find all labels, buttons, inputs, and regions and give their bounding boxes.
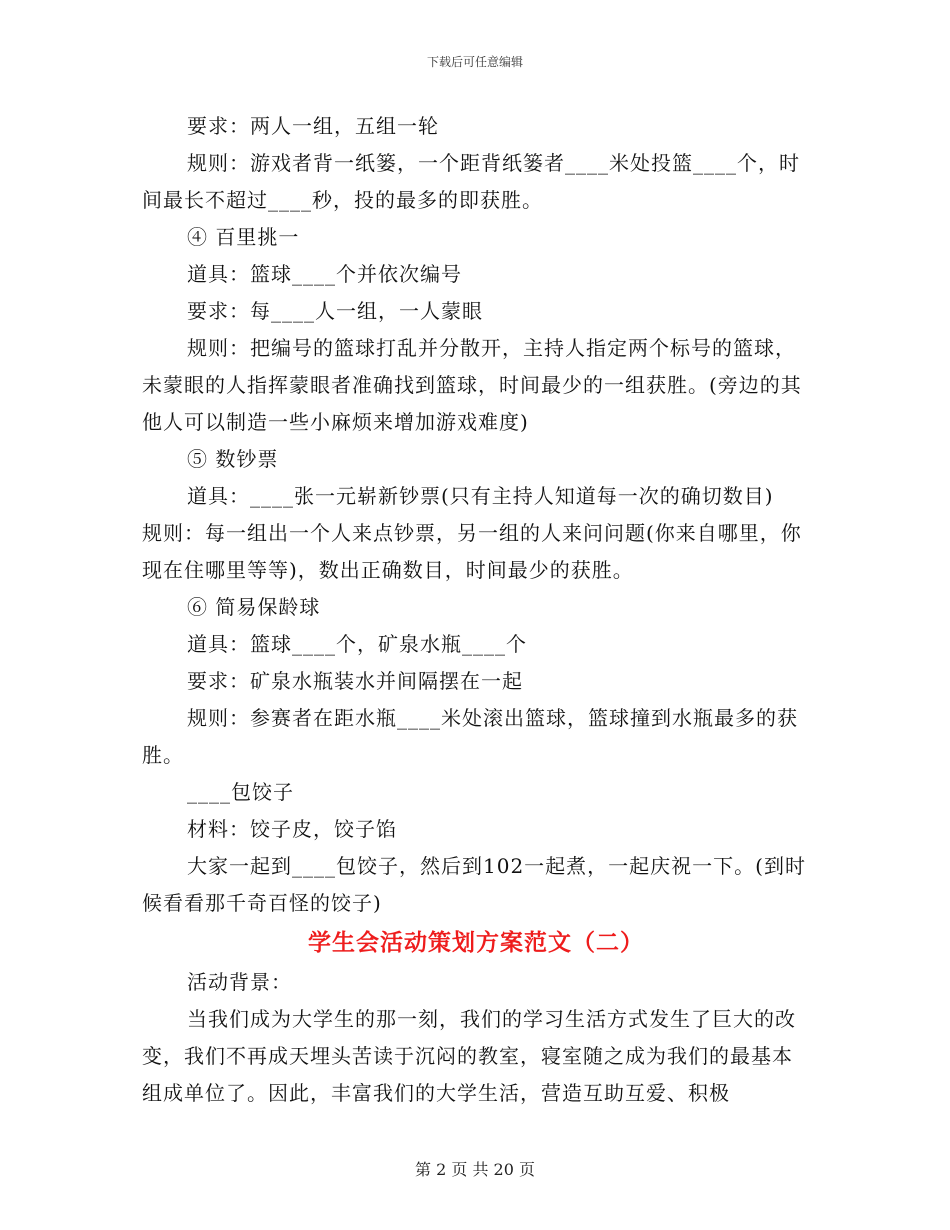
- paragraph-requirement-1: 要求：两人一组，五组一轮: [187, 114, 439, 138]
- paragraph-background-text: 当我们成为大学生的那一刻，我们的学习生活方式发生了巨大的改变，我们不再成天埋头苦读于沉闷的教室，寝室随之成为我们的最基本组成单位了。因此，丰富我们的大学生活，营造互助互爱、积极: [142, 1007, 796, 1105]
- section-title: 学生会活动策划方案范文（二）: [308, 929, 644, 956]
- paragraph-props-5: 道具：____张一元崭新钞票(只有主持人知道每一次的确切数目): [187, 484, 774, 508]
- paragraph-rule-5: 规则：每一组出一个人来点钞票，另一组的人来问问题(你来自哪里，你现在住哪里等等)，数出正确数目，时间最少的获胜。: [142, 521, 802, 582]
- heading-game-4: ④ 百里挑一: [187, 225, 300, 249]
- paragraph-rule-1: 规则：游戏者背一纸篓，一个距背纸篓者____米处投篮____个，时间最长不超过____秒，投的最多的即获胜。: [142, 151, 800, 212]
- document-body: [142, 108, 810, 1112]
- paragraph-requirement-4: 要求：每____人一组，一人蒙眼: [187, 299, 483, 323]
- heading-dumplings: ____包饺子: [187, 780, 294, 804]
- paragraph-rule-4: 规则：把编号的篮球打乱并分散开，主持人指定两个标号的篮球，未蒙眼的人指挥蒙眼者准确找到篮球，时间最少的一组获胜。(旁边的其他人可以制造一些小麻烦来增加游戏难度): [142, 336, 802, 434]
- paragraph-requirement-6: 要求：矿泉水瓶装水并间隔摆在一起: [187, 669, 523, 693]
- paragraph-materials: 材料：饺子皮，饺子馅: [187, 817, 397, 841]
- paragraph-props-4: 道具：篮球____个并依次编号: [187, 262, 462, 286]
- paragraph-props-6: 道具：篮球____个，矿泉水瓶____个: [187, 632, 527, 656]
- paragraph-background-label: 活动背景：: [187, 970, 292, 994]
- paragraph-dumplings-plan: 大家一起到____包饺子，然后到102一起煮，一起庆祝一下。(到时候看看那千奇百怪的饺子): [142, 854, 806, 915]
- page-header: 下载后可任意编辑: [426, 55, 523, 69]
- heading-game-5: ⑤ 数钞票: [187, 447, 279, 471]
- heading-game-6: ⑥ 简易保龄球: [187, 595, 321, 619]
- paragraph-rule-6: 规则：参赛者在距水瓶____米处滚出篮球，篮球撞到水瓶最多的获胜。: [142, 706, 798, 767]
- page-footer: 第 2 页 共 20 页: [415, 1160, 535, 1179]
